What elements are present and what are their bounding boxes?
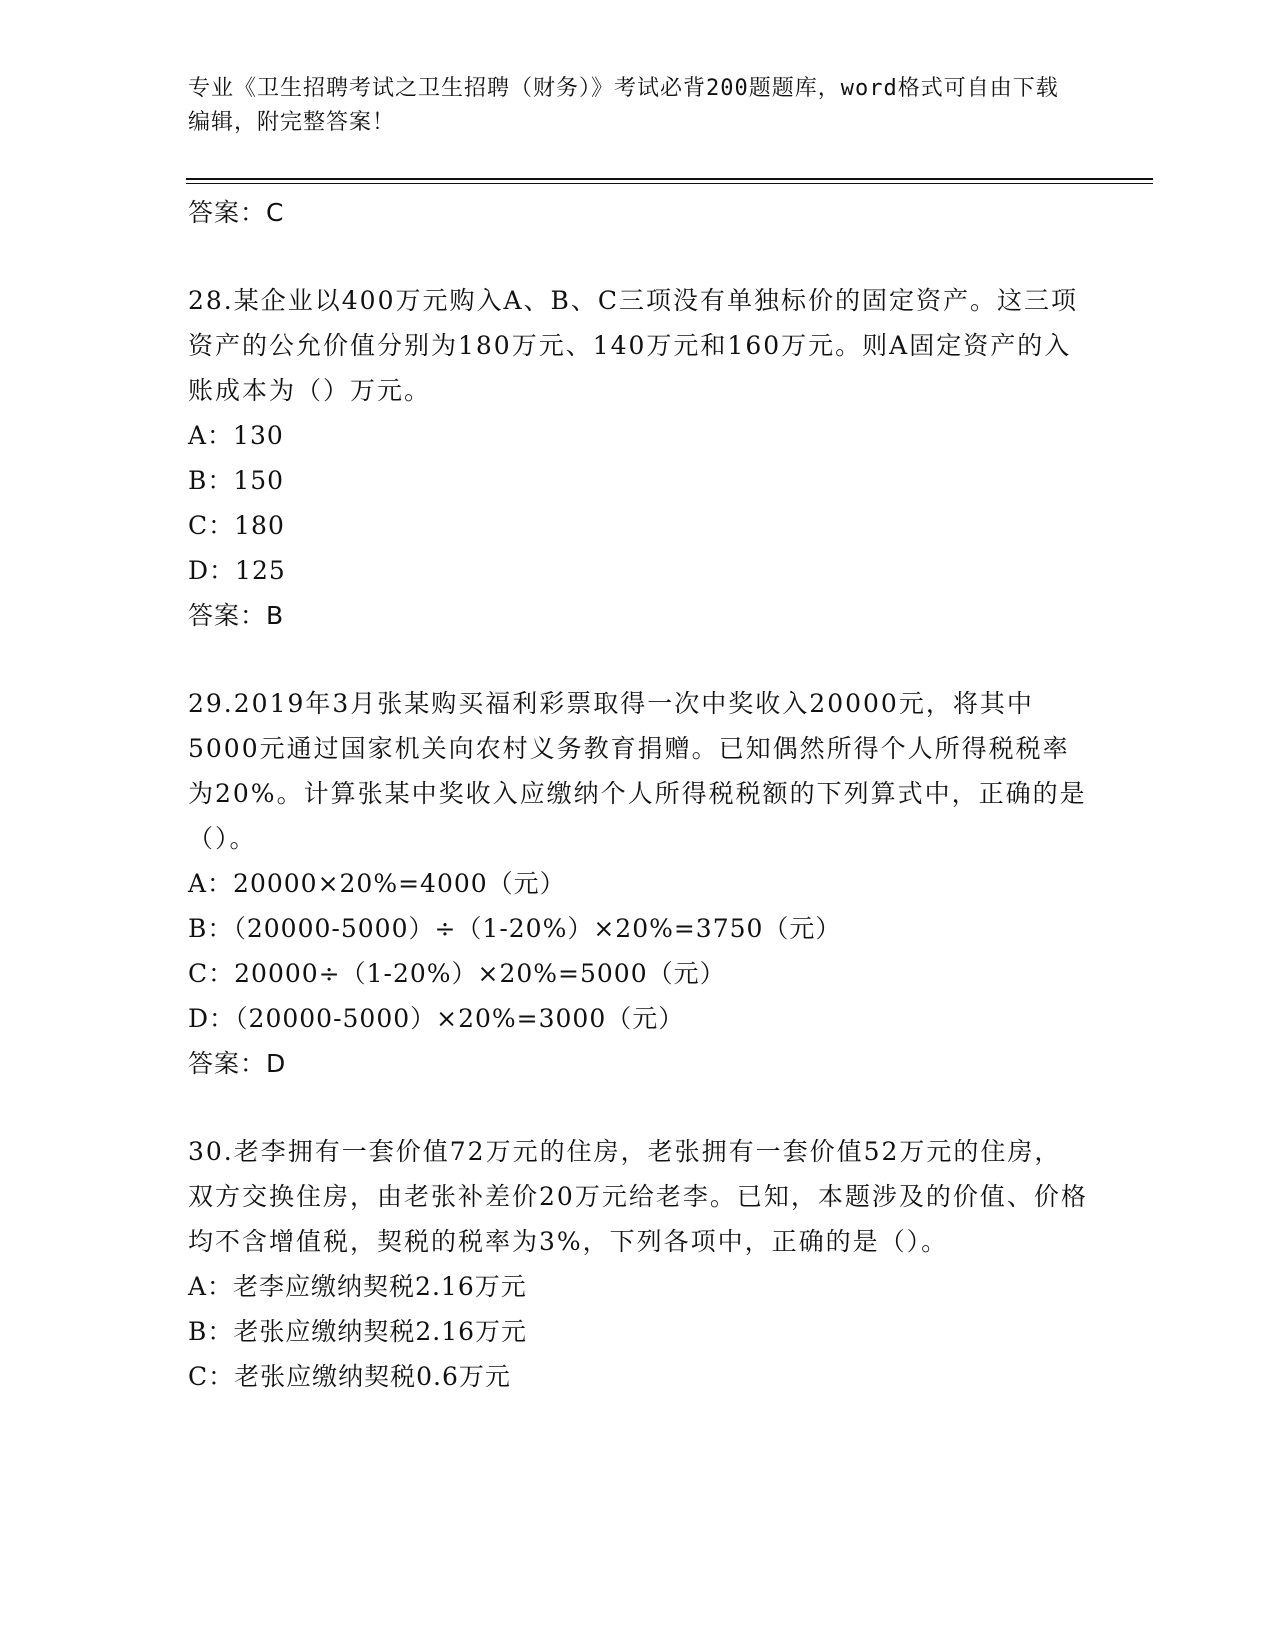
question-text: 30.老李拥有一套价值72万元的住房，老张拥有一套价值52万元的住房，双方交换住房，由老张补差价20万元给老李。已知，本题涉及的价值、价格均不含增值税，契税的税率为3%，下列各项中，正确的是（）。 xyxy=(188,1137,1088,1256)
answer: 答案：B xyxy=(188,601,285,630)
header-divider-thin xyxy=(186,183,1153,184)
option-d: D：125 xyxy=(188,556,286,585)
answer: 答案：D xyxy=(188,1049,287,1078)
question-text: 28.某企业以400万元购入A、B、C三项没有单独标价的固定资产。这三项资产的公允价值分别为180万元、140万元和160万元。则A固定资产的入账成本为（）万元。 xyxy=(188,286,1079,405)
page-header: 专业《卫生招聘考试之卫生招聘（财务）》考试必背200题题库，word格式可自由下载编辑，附完整答案！ xyxy=(188,76,1059,135)
option-d: D：（20000-5000）×20%=3000（元） xyxy=(188,1004,685,1033)
option-a: A：老李应缴纳契税2.16万元 xyxy=(188,1272,527,1301)
option-c: C：180 xyxy=(188,511,285,540)
document-body xyxy=(188,190,1088,1399)
answer-previous: 答案：C xyxy=(188,198,285,227)
option-b: B：（20000-5000）÷（1-20%）×20%=3750（元） xyxy=(188,914,842,943)
option-c: C：老张应缴纳契税0.6万元 xyxy=(188,1362,511,1391)
question-28 xyxy=(188,278,1088,638)
option-b: B：老张应缴纳契税2.16万元 xyxy=(188,1317,528,1346)
header-divider xyxy=(186,178,1153,180)
question-29 xyxy=(188,681,1088,1086)
question-30 xyxy=(188,1129,1088,1399)
option-c: C：20000÷（1-20%）×20%=5000（元） xyxy=(188,959,726,988)
option-a: A：20000×20%=4000（元） xyxy=(188,869,566,898)
question-text: 29.2019年3月张某购买福利彩票取得一次中奖收入20000元，将其中5000元通过国家机关向农村义务教育捐赠。已知偶然所得个人所得税税率为20%。计算张某中奖收入应缴纳个人所得税税额的下列算式中，正确的是（）。 xyxy=(188,689,1087,853)
option-a: A：130 xyxy=(188,421,284,450)
option-b: B：150 xyxy=(188,466,285,495)
